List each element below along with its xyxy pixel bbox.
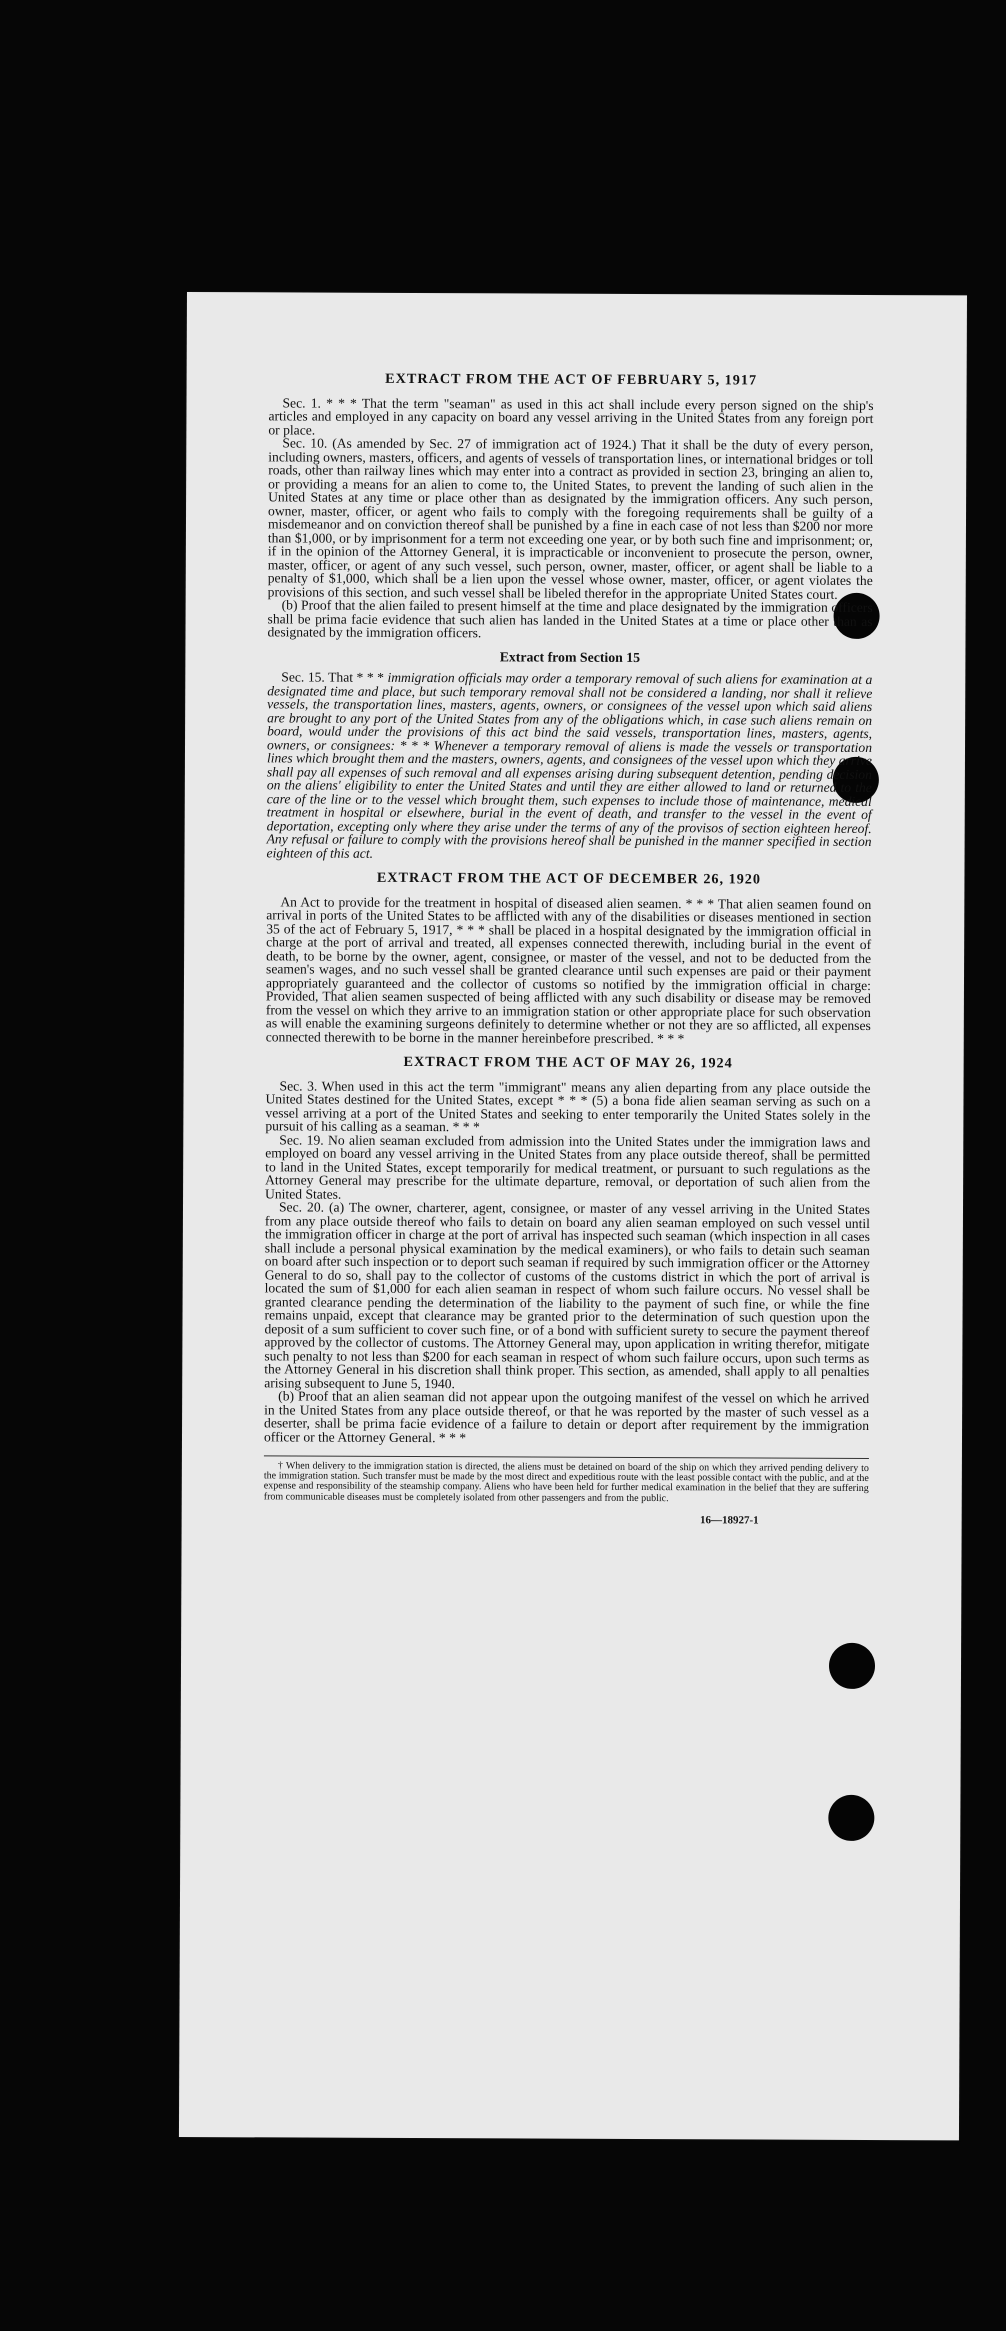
footnote-divider: [264, 1455, 869, 1459]
punch-hole: [829, 1643, 875, 1689]
footnote: † When delivery to the immigration station is directed, the aliens must be detained on board of the ship on which they arrived pending delivery to the immigration station. Such transfer must be made by the most direct and expeditious route with the least possible contact with the public, and at the expense and responsibility of the steamship company. Aliens who have been held for further medical examination in the belief that they are suffering from communicable diseases must be completely isolated from other passengers and from the public.: [263, 1460, 869, 1504]
section-10-b: (b) Proof that the alien failed to present himself at the time and place designated by the immigration officers shall be prima facie evidence that such alien has landed in the United States at a time or place other than as designated by the immigration officers.: [267, 597, 873, 641]
document-page: [179, 292, 967, 2140]
heading-act-1924: EXTRACT FROM THE ACT OF MAY 26, 1924: [403, 1053, 733, 1072]
heading-act-1917: EXTRACT FROM THE ACT OF FEBRUARY 5, 1917: [385, 370, 758, 389]
section-15: [267, 670, 873, 862]
section-3: Sec. 3. When used in this act the term "immigrant" means any alien departing from any place outside the United States destined for the United States, except * * * (5) a bona fide alien seaman serving as such on a vessel arriving at a port of the United States and seeking to enter temporarily the United States solely in the pursuit of his calling as a seaman. * * *: [265, 1077, 871, 1135]
form-code: 16—18927-1: [699, 1514, 759, 1527]
section-15-lead: Sec. 15. That * * *: [281, 669, 384, 685]
act-1920-text: An Act to provide for the treatment in hospital of diseased alien seamen. * * * That alien seamen found on arrival in ports of the United States to be afflicted with any of the disabilities or diseases mentioned in section 35 of the act of February 5, 1917, * * * shall be placed in a hospital designated by the immigration official in charge at the port of arrival and treated, all expenses connected therewith, including burial in the event of death, to be borne by the owner, agent, consignee, or master of the vessel, and not to be deducted from the seamen's wages, and no such vessel shall be granted clearance until such expenses are paid or their payment appropriately guaranteed and the collector of customs so notified by the immigration official in charge: Provided, That alien seamen suspected of being afflicted with any such disability or disease may be removed from the vessel on which they arrive to an immigration station or other appropriate place for such observation as will enable the examining surgeons definitely to determine whether or not they are so afflicted, all expenses connected therewith to be borne in the manner hereinbefore prescribed. * * *: [265, 893, 872, 1046]
heading-section-15: Extract from Section 15: [499, 648, 641, 665]
punch-hole: [828, 1795, 874, 1841]
section-10: Sec. 10. (As amended by Sec. 27 of immigration act of 1924.) That it shall be the duty of every person, including owners, masters, officers, and agents of vessels of transportation lines, or international bridges or toll roads, other than railway lines which may enter into a contract as provided in section 23, bringing an alien to, or providing a means for an alien to come to, the United States, to prevent the landing of such alien in the United States at any time or place other than as designated by the immigration officers. Any such person, owner, master, officer, or agent who fails to comply with the foregoing requirements shall be guilty of a misdemeanor and on conviction thereof shall be punished by a fine in each case of not less than $200 nor more than $1,000, or by imprisonment for a term not exceeding one year, or by both such fine and imprisonment; or, if in the opinion of the Attorney General, it is impracticable or inconvenient to prosecute the person, owner, master, officer, or agent of any such vessel, such person, owner, master, officer, or agent shall be liable to a penalty of $1,000, which shall be a lien upon the vessel whose owner, master, officer, or agent violates the provisions of this section, and such vessel shall be libeled therefor in the appropriate United States court.: [267, 435, 874, 602]
document-body: [264, 372, 874, 1528]
section-15-text: immigration officials may order a temporary removal of such aliens for examination at a designated time and place, but such temporary removal shall not be considered a landing, nor shall it relieve vessels, the transportation lines, masters, agents, owners, or consignees of the vessel upon which said aliens are brought to any port of the United States from any of the obligations which, in case such aliens remain on board, would under the provisions of this act bind the said vessels, transportation lines, masters, agents, owners, or consignees: * * * Whenever a temporary removal of aliens is made the vessels or transportation lines which brought them and the masters, owners, agents, and consignees of the vessel upon which they arrive shall pay all expenses of such removal and all expenses arising during subsequent detention, pending decision on the aliens' eligibility to enter the United States and until they are either allowed to land or returned to the care of the line or to the vessel which brought them, such expenses to include those of maintenance, medical treatment in hospital or elsewhere, burial in the event of death, and transfer to the vessel in the event of deportation, excepting only where they arise under the terms of any of the provisos of section eighteen hereof. Any refusal or failure to comply with the provisions hereof shall be punished in the manner specified in section eighteen of this act.: [266, 669, 873, 861]
section-20-b: (b) Proof that an alien seaman did not appear upon the outgoing manifest of the vessel on which he arrived in the United States from any place outside thereof, or that he was reported by the master of such vessel as a deserter, shall be prima facie evidence of a failure to detain or deport after requirement by the immigration officer or the Attorney General. * * *: [263, 1388, 870, 1445]
section-19: Sec. 19. No alien seaman excluded from admission into the United States under the immigration laws and employed on board any vessel arriving in the United States from any place outside thereof, shall be permitted to land in the United States, except temporarily for medical treatment, or pursuant to such regulations as the Attorney General may prescribe for the ultimate departure, removal, or deportation of such alien from the United States.: [265, 1131, 871, 1202]
section-20: Sec. 20. (a) The owner, charterer, agent, consignee, or master of any vessel arriving in the United States from any place outside thereof who fails to detain on board any alien seaman employed on such vessel until the immigration officer in charge at the port of arrival has inspected such seaman (which inspection in all cases shall include a personal physical examination by the medical examiners), or who fails to detain such seaman on board after such inspection or to deport such seaman if required by such immigration officer or the Attorney General to do so, shall pay to the collector of customs of the customs district in which the port of arrival is located the sum of $1,000 for each alien seaman in respect of whom such failure occurs. No vessel shall be granted clearance pending the determination of the liability to the payment of such fine, or while the fine remains unpaid, except that clearance may be granted prior to the determination of such question upon the deposit of a sum sufficient to cover such fine, or of a bond with sufficient surety to secure the payment thereof approved by the collector of customs. The Attorney General may, upon application in writing therefor, mitigate such penalty to not less than $200 for each seaman in respect of whom such failure occurs, upon such terms as the Attorney General in his discretion shall think proper. This section, as amended, shall apply to all penalties arising subsequent to June 5, 1940.: [264, 1199, 871, 1391]
section-1: Sec. 1. * * * That the term "seaman" as used in this act shall include every person signed on the ship's articles and employed in any capacity on board any vessel arriving in the United States from any foreign port or place.: [268, 394, 874, 438]
heading-act-1920: EXTRACT FROM THE ACT OF DECEMBER 26, 1920: [376, 869, 762, 888]
